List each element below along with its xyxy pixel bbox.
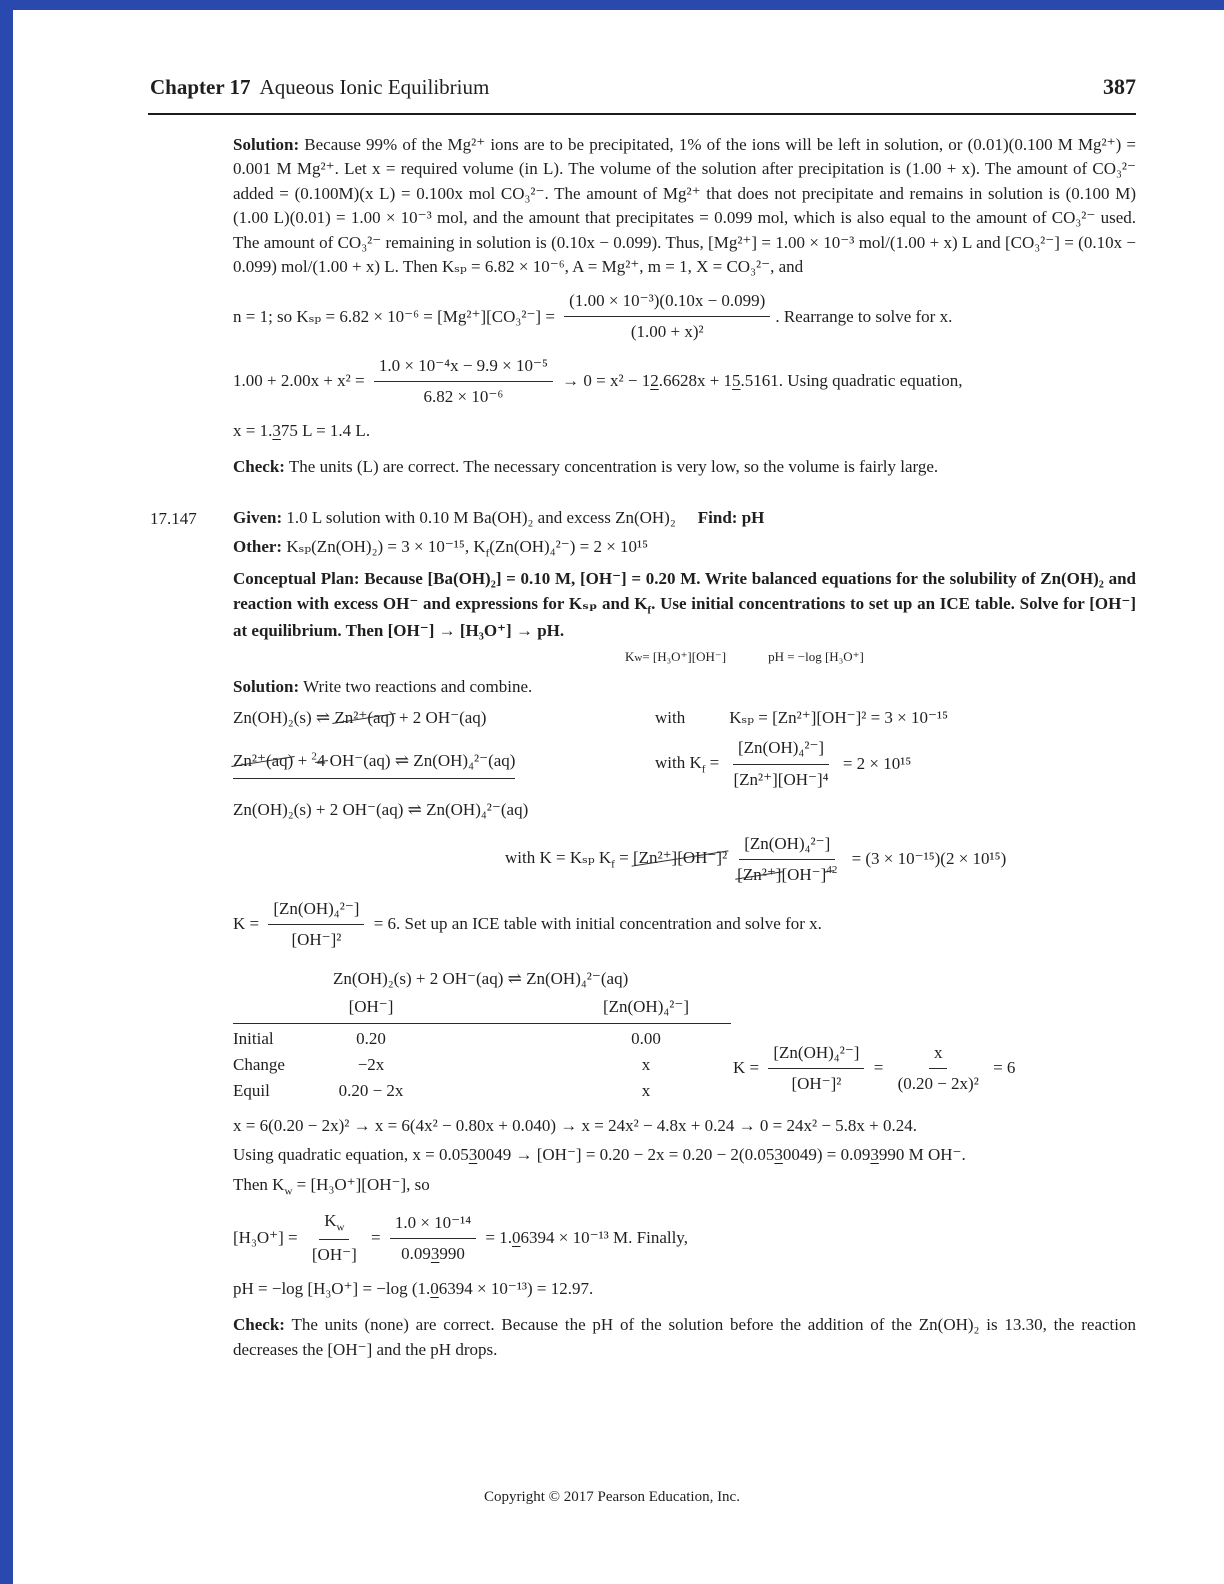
- sigfig-underline: 3: [272, 420, 281, 440]
- check-text: The units (L) are correct. The necessary concentration is very low, so the volume is fairly large.: [288, 457, 939, 477]
- equation-text: [233, 708, 486, 727]
- equation-text: [839, 752, 912, 776]
- scan-edge-left: [0, 0, 13, 1584]
- fraction-numerator: [Zn(OH)₄²⁻]: [268, 897, 364, 925]
- text-run: = (3 × 10⁻¹⁵)(2 × 10¹⁵): [847, 849, 1007, 869]
- fraction-denominator: 6.82 × 10⁻⁶: [423, 387, 504, 407]
- equation-text: [558, 369, 963, 393]
- text-run: Using quadratic equation, x = 0.05: [233, 1145, 469, 1165]
- subscript: f: [647, 604, 652, 617]
- scan-edge-top: [0, 0, 1224, 10]
- sigfig-underline: 0: [512, 1228, 521, 1248]
- text-run: = 1.: [481, 1228, 513, 1248]
- copyright-footer: Copyright © 2017 Pearson Education, Inc.: [484, 1489, 740, 1505]
- subscript: f: [485, 547, 490, 560]
- solution-label: Solution:: [233, 135, 300, 154]
- page-content: [150, 133, 1141, 1367]
- fraction: [307, 1209, 362, 1268]
- text-run: (Zn(OH)₄²⁻) = 2 × 10¹⁵: [489, 537, 649, 557]
- text-run: . Use initial concentrations to set up an ICE table. Solve for [OH⁻] at equilibrium. Then [OH⁻] → [H₃O⁺] → pH.: [233, 593, 1141, 640]
- given-find-line: [233, 506, 1136, 530]
- fraction-numerator: [Zn(OH)₄²⁻]: [733, 736, 829, 764]
- text-run: 2: [831, 864, 838, 877]
- equation-text: [847, 847, 1006, 871]
- text-run: [OH⁻]: [781, 865, 827, 885]
- ph-result-line: [233, 1277, 1136, 1301]
- text-run: Zn(OH)₂(s) ⇌: [233, 707, 335, 727]
- conceptual-plan: [233, 567, 1141, 643]
- check-text: The units (none) are correct. Because the pH of the solution before the addition of the Zn(OH)₂ is 13.30, the reaction decreases the [OH⁻] and the pH drops.: [233, 1315, 1136, 1359]
- fraction-denominator: [OH⁻]²: [291, 930, 342, 950]
- spacer: [421, 1026, 561, 1052]
- chapter-title: Aqueous Ionic Equilibrium: [259, 75, 490, 99]
- text-run: K =: [733, 1058, 764, 1078]
- reaction-1-equation: [233, 706, 655, 730]
- check-label: Check:: [233, 457, 285, 477]
- text-run: 0049) = 0.09: [782, 1145, 871, 1165]
- text-run: .5161. Using quadratic equation,: [740, 371, 963, 391]
- equation-text: n = 1; so Kₛₚ = 6.82 × 10⁻⁶ = [Mg²⁺][CO₃²⁻] =: [233, 306, 560, 326]
- exponent: [826, 864, 837, 876]
- x-result-line: [233, 419, 1136, 443]
- text-run: pH = −log [H₃O⁺] = −log (1.: [233, 1278, 431, 1298]
- reaction-sum-equation: Zn(OH)₂(s) + 2 OH⁻(aq) ⇌ Zn(OH)₄²⁻(aq): [233, 800, 529, 820]
- fraction: [374, 354, 553, 410]
- text-run: with K: [655, 752, 702, 772]
- find-text: pH: [741, 507, 765, 527]
- cell-value: −2x: [357, 1054, 385, 1074]
- text-run: [H₃O⁺] =: [233, 1228, 302, 1248]
- fraction-numerator: [Zn(OH)₄²⁻]: [739, 832, 835, 860]
- plan-text: [233, 569, 1140, 640]
- equation-text: [369, 912, 821, 936]
- text-run: K =: [233, 914, 264, 934]
- replacement-coefficient: 2: [311, 750, 317, 763]
- cell-value: 0.00: [631, 1028, 661, 1048]
- text-run: 6394 × 10⁻¹³ M. Finally,: [520, 1228, 688, 1248]
- cancelled-term: Zn²⁺(aq): [334, 706, 394, 730]
- text-run: 0.09: [401, 1243, 431, 1263]
- problem-17-147: [150, 506, 1141, 1363]
- algebra-line-1: x = 6(0.20 − 2x)² → x = 6(4x² − 0.80x + 0.040) → x = 24x² − 4.8x + 0.24 → 0 = 24x² − 5.8x + 0.24.: [233, 1115, 917, 1135]
- cell-value: 0.20: [356, 1028, 386, 1048]
- reaction-2-equation: [233, 749, 655, 778]
- fraction-denominator: [OH⁻]: [311, 1245, 357, 1265]
- page-number: 387: [1103, 74, 1136, 99]
- text-run: Then K: [233, 1174, 285, 1194]
- quadratic-setup-line: [233, 354, 1136, 410]
- text-run: =: [705, 752, 724, 772]
- algebra-line-2: [233, 1143, 1136, 1167]
- fraction: [564, 289, 770, 345]
- cell-value: x: [641, 1054, 651, 1074]
- fraction: [729, 736, 834, 792]
- equation-text: [233, 1226, 302, 1250]
- equation-text: [233, 912, 263, 936]
- ice-table: [233, 967, 1136, 1104]
- fraction-denominator: [396, 1239, 470, 1266]
- equation-text: [989, 1056, 1016, 1080]
- text-run: +: [293, 751, 312, 771]
- fraction-numerator: [319, 1209, 349, 1240]
- text-run: OH⁻(aq) ⇌ Zn(OH)₄²⁻(aq): [325, 751, 516, 771]
- fraction: [893, 1041, 984, 1097]
- text-run: + 2 OH⁻(aq): [394, 707, 487, 727]
- fraction-denominator: (0.20 − 2x)²: [897, 1073, 979, 1093]
- ice-k-expression: [733, 1041, 1015, 1097]
- other-label: Other:: [233, 537, 283, 557]
- text-run: = [H₃O⁺][OH⁻], so: [292, 1174, 430, 1194]
- spacer: [421, 1052, 561, 1078]
- ksp-expression: Kₛₚ = [Zn²⁺][OH⁻]² = 3 × 10⁻¹⁵: [729, 707, 949, 727]
- fraction: [390, 1211, 476, 1267]
- subscript: w: [336, 1221, 345, 1234]
- text-run: = [H₃O⁺][OH⁻]: [642, 649, 727, 665]
- text-run: Kₛₚ(Zn(OH)₂) = 3 × 10⁻¹⁵, K: [286, 537, 486, 557]
- sigfig-underline: 2: [650, 371, 659, 391]
- text-run: pH = −log [H₃O⁺]: [768, 649, 864, 665]
- cancelled-term: Zn²⁺(aq): [233, 749, 293, 773]
- h3o-equation-line: [233, 1209, 1136, 1268]
- reaction-2: [233, 736, 1136, 792]
- text-run: with K = Kₛₚ K: [505, 848, 612, 867]
- cell-value: 0.20 − 2x: [338, 1080, 404, 1100]
- reaction-2-constant: [655, 736, 911, 792]
- solution-text: Because 99% of the Mg²⁺ ions are to be precipitated, 1% of the ions will be left in solution, or (0.01)(0.100 M Mg²⁺) = 0.001 M Mg²⁺. Let x = required volume (in L). The volume of the solution after precipitation is (1.00 + x). The amount of CO₃²⁻ added = (0.100M)(x L) = 0.100x mol CO₃²⁻. The amount of Mg²⁺ that does not precipitate and remains in solution is (0.100 M)(1.00 L)(0.01) = 1.00 × 10⁻³ mol, and the amount that precipitates = 0.099 mol, which is also equal to the amount of CO₃²⁻ used. The amount of CO₃²⁻ remaining in solution is (0.10x − 0.099). Thus, [Mg²⁺] = 1.00 × 10⁻³ mol/(1.00 + x) L and [CO₃²⁻] = (0.10x − 0.099) mol/(1.00 + x) L. Then Kₛₚ = 6.82 × 10⁻⁶, A = Mg²⁺, m = 1, X = CO₃²⁻, and: [233, 135, 1137, 277]
- text-run: 75 L = 1.4 L.: [280, 420, 371, 440]
- sigfig-underline: 3: [774, 1145, 783, 1165]
- text-run: 6394 × 10⁻¹³) = 12.97.: [438, 1278, 594, 1298]
- equation-text: [233, 749, 515, 778]
- equation-text: [367, 1226, 385, 1250]
- fraction: [732, 832, 842, 888]
- ice-table-headers: [233, 994, 1136, 1020]
- with-label: with: [655, 707, 686, 727]
- sigfig-underline: 5: [732, 371, 741, 391]
- cell-value: x: [641, 1080, 651, 1100]
- equation-text: [481, 1226, 688, 1250]
- sigfig-underline: 3: [870, 1145, 879, 1165]
- text-run: = 6: [988, 1058, 1016, 1078]
- fraction-denominator: (1.00 + x)²: [630, 322, 704, 342]
- fraction-numerator: 1.0 × 10⁻¹⁴: [390, 1211, 476, 1239]
- check-label: Check:: [233, 1315, 285, 1335]
- fraction-denominator: [OH⁻]²: [791, 1073, 842, 1093]
- equation-text: . Rearrange to solve for x.: [775, 306, 953, 326]
- sigfig-underline: 3: [430, 1243, 440, 1263]
- subscript: w: [634, 652, 643, 665]
- text-run: =: [869, 1058, 888, 1078]
- find-label: Find:: [697, 507, 738, 527]
- plan-label: Conceptual Plan:: [233, 569, 360, 589]
- text-run: 990 M OH⁻.: [878, 1145, 966, 1165]
- text-run: =: [614, 848, 633, 867]
- header-rule: [148, 113, 1136, 115]
- text-run: 990: [439, 1243, 465, 1263]
- fraction-numerator: [Zn(OH)₄²⁻]: [768, 1041, 864, 1069]
- fraction-numerator: (1.00 × 10⁻³)(0.10x − 0.099): [564, 289, 770, 317]
- other-text: [286, 537, 649, 560]
- subscript: f: [611, 858, 615, 871]
- text-run: 0049 → [OH⁻] = 0.20 − 2x = 0.20 − 2(0.05: [477, 1145, 775, 1165]
- text-run: K: [324, 1211, 337, 1231]
- cancelled-exponent: 4: [826, 863, 832, 879]
- page-header: [150, 74, 1136, 100]
- fraction-denominator: [732, 860, 842, 887]
- fraction-numerator: x: [929, 1041, 948, 1069]
- given-label: Given:: [233, 507, 283, 527]
- check-paragraph-1: [233, 455, 1136, 479]
- kw-ph-formulas: [625, 648, 1136, 667]
- equation-text: 1.00 + 2.00x + x² =: [233, 371, 369, 391]
- equation-text: [233, 421, 370, 440]
- text-run: = 2 × 10¹⁵: [838, 753, 912, 773]
- chapter-label: Chapter 17: [150, 75, 251, 99]
- fraction-denominator: [Zn²⁺][OH⁻]⁴: [733, 769, 829, 789]
- equation-text: [233, 1174, 430, 1198]
- equation-text: [733, 1056, 763, 1080]
- text-run: K: [625, 649, 635, 665]
- ice-table-rule: [233, 1023, 731, 1024]
- check-paragraph-2: [233, 1313, 1136, 1362]
- ice-table-equation: Zn(OH)₂(s) + 2 OH⁻(aq) ⇌ Zn(OH)₄²⁻(aq): [333, 968, 629, 988]
- row-label: Change: [233, 1054, 285, 1074]
- text-run: .6628x + 1: [658, 371, 733, 391]
- fraction-numerator: 1.0 × 10⁻⁴x − 9.9 × 10⁻⁵: [374, 354, 553, 382]
- text-run: Because [Ba(OH)₂] = 0.10 M, [OH⁻] = 0.20 M. Write balanced equations for the solubility of Zn(OH)₂ and reaction with excess OH⁻ and expressions for Kₛₚ and K: [233, 569, 1141, 613]
- sigfig-underline: 3: [468, 1145, 478, 1165]
- reaction-1: [233, 706, 1136, 730]
- algebra-line-3: [233, 1173, 1136, 1200]
- subscript: f: [701, 762, 706, 775]
- text-run: → 0 = x² − 1: [557, 371, 651, 391]
- reaction-1-constant: [655, 706, 948, 730]
- solution-paragraph: [233, 133, 1136, 280]
- spacer: [421, 994, 561, 1020]
- cancelled-term: [Zn²⁺]: [737, 863, 781, 887]
- equation-text: [233, 1279, 593, 1298]
- problem-number: 17.147: [150, 508, 197, 528]
- column-header-oh: [OH⁻]: [348, 996, 394, 1016]
- solution-text: Write two reactions and combine.: [303, 677, 533, 697]
- equation-text: [869, 1056, 887, 1080]
- ksp-equation-line: [233, 289, 1136, 345]
- combined-k-line: [505, 832, 1136, 888]
- k-equals-6-line: [233, 897, 1136, 953]
- solution-paragraph-2: [233, 675, 1136, 699]
- cancelled-term: [Zn²⁺][OH⁻]²: [633, 846, 727, 870]
- text-run: = 6. Set up an ICE table with initial concentration and solve for x.: [369, 914, 822, 934]
- spacer: [421, 1078, 561, 1104]
- subscript: w: [284, 1185, 293, 1198]
- text-run: x = 1.: [233, 420, 273, 440]
- row-label: Initial: [233, 1028, 274, 1048]
- reaction-sum: [233, 798, 1136, 822]
- row-label: Equil: [233, 1080, 270, 1100]
- equation-text: [233, 1145, 966, 1164]
- column-header-znoh4: [Zn(OH)₄²⁻]: [602, 996, 690, 1016]
- fraction: [768, 1041, 864, 1097]
- solution-label: Solution:: [233, 677, 300, 697]
- equation-text: [655, 751, 724, 778]
- spacer: [233, 994, 321, 1020]
- fraction: [268, 897, 364, 953]
- given-text: 1.0 L solution with 0.10 M Ba(OH)₂ and excess Zn(OH)₂: [286, 507, 676, 527]
- equation-text: [505, 846, 727, 873]
- cancelled-coefficient: 4: [317, 749, 326, 773]
- text-run: =: [366, 1228, 385, 1248]
- other-line: [233, 535, 1136, 562]
- sigfig-underline: 0: [430, 1278, 439, 1298]
